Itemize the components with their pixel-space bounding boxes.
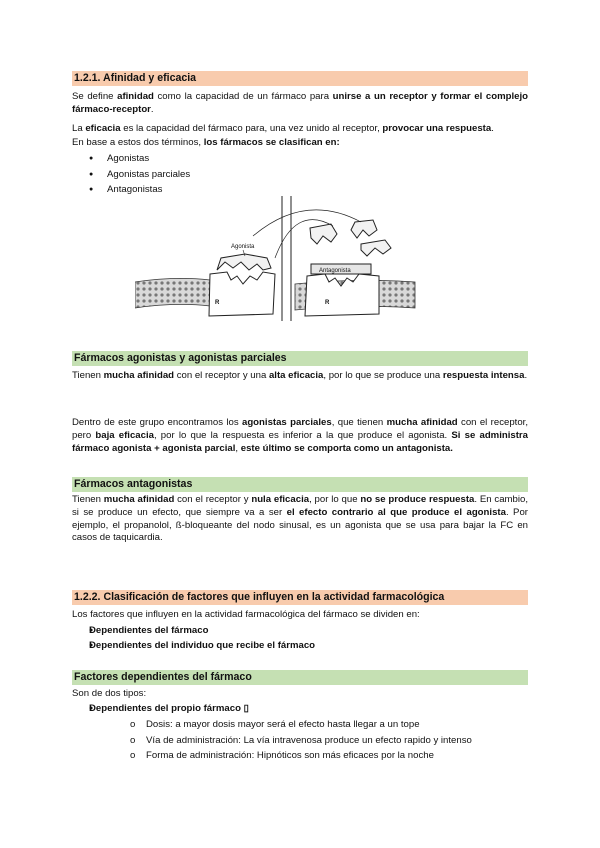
- section-heading-afinidad: [72, 71, 528, 86]
- section-heading-agonistas: [72, 351, 528, 366]
- list-item: ● Dependientes del propio fármaco ▯: [89, 703, 519, 716]
- heading-text: Factores dependientes del fármaco: [74, 671, 252, 683]
- heading-text: 1.2.1. Afinidad y eficacia: [74, 72, 197, 84]
- heading-text: 1.2.2. Clasificación de factores que influyen en la actividad farmacológica: [74, 591, 445, 603]
- list-item: ● Agonistas: [89, 153, 519, 166]
- list-item: ● Agonistas parciales: [89, 169, 519, 182]
- paragraph-agonistas-parciales: Dentro de este grupo encontramos los agonistas parciales, que tienen mucha afinidad con el receptor, pero baja eficacia, por lo que la respuesta es inferior a la que produce el agonista. Si se administra fármaco agonista + agonista parcial, este último se comporta como un antagonista.: [72, 417, 528, 454]
- agonist-label: Agonista: [231, 244, 255, 250]
- receptor-diagram: [135, 196, 435, 321]
- paragraph-afinidad-definition: Se define afinidad como la capacidad de un fármaco para unirse a un receptor y formar el complejo fármaco-receptor.: [72, 91, 528, 115]
- sub-list-item: o Vía de administración: La vía intravenosa produce un efecto rapido y intenso: [130, 735, 472, 746]
- arc-2: [253, 210, 361, 236]
- paragraph-antagonistas: Tienen mucha afinidad con el receptor y nula eficacia, por lo que no se produce respuesta. En cambio, si se produce un efecto, que siempre va a ser el efecto contrario al que produce el agonista. Por ejemplo, el propanolol, ß-bloqueante del nodo sinusal, es un agonista que se usa para bajar la FC en casos de taquicardia.: [72, 494, 528, 544]
- list-item: ● Dependientes del fármaco: [89, 625, 519, 638]
- list-item: ● Antagonistas: [89, 184, 519, 197]
- receptor-label-left: R: [215, 300, 220, 306]
- heading-text: Fármacos antagonistas: [74, 478, 193, 490]
- heading-text: Fármacos agonistas y agonistas parciales: [74, 352, 287, 364]
- agonist-floating-3: [361, 240, 391, 256]
- paragraph-classification-intro: En base a estos dos términos, los fármacos se clasifican en:: [72, 137, 340, 148]
- membrane-left: [135, 278, 210, 308]
- paragraph-agonistas: Tienen mucha afinidad con el receptor y una alta eficacia, por lo que se produce una respuesta intensa.: [72, 370, 528, 381]
- section-heading-factores-farmaco: [72, 670, 528, 685]
- antagonist-label: Antagonista: [319, 268, 351, 274]
- paragraph-factores-intro: Los factores que influyen en la actividad farmacológica del fármaco se dividen en:: [72, 609, 420, 620]
- paragraph-tipos-intro: Son de dos tipos:: [72, 688, 147, 699]
- agonist-shape: [217, 254, 271, 270]
- paragraph-eficacia-definition: La eficacia es la capacidad del fármaco para, una vez unido al receptor, provocar una respuesta.: [72, 123, 494, 134]
- receptor-diagram-svg: [135, 196, 435, 321]
- receptor-right: [305, 274, 379, 316]
- agonist-floating-1: [310, 224, 337, 244]
- agonist-floating-2: [351, 220, 377, 238]
- list-item: ● Dependientes del individuo que recibe el fármaco: [89, 640, 519, 653]
- sub-list-item: o Dosis: a mayor dosis mayor será el efecto hasta llegar a un tope: [130, 719, 420, 730]
- receptor-label-right: R: [325, 300, 330, 306]
- section-heading-antagonistas: [72, 477, 528, 492]
- sub-list-item: o Forma de administración: Hipnóticos son más eficaces por la noche: [130, 750, 434, 761]
- receptor-left: [209, 272, 275, 316]
- section-heading-factores: [72, 590, 528, 605]
